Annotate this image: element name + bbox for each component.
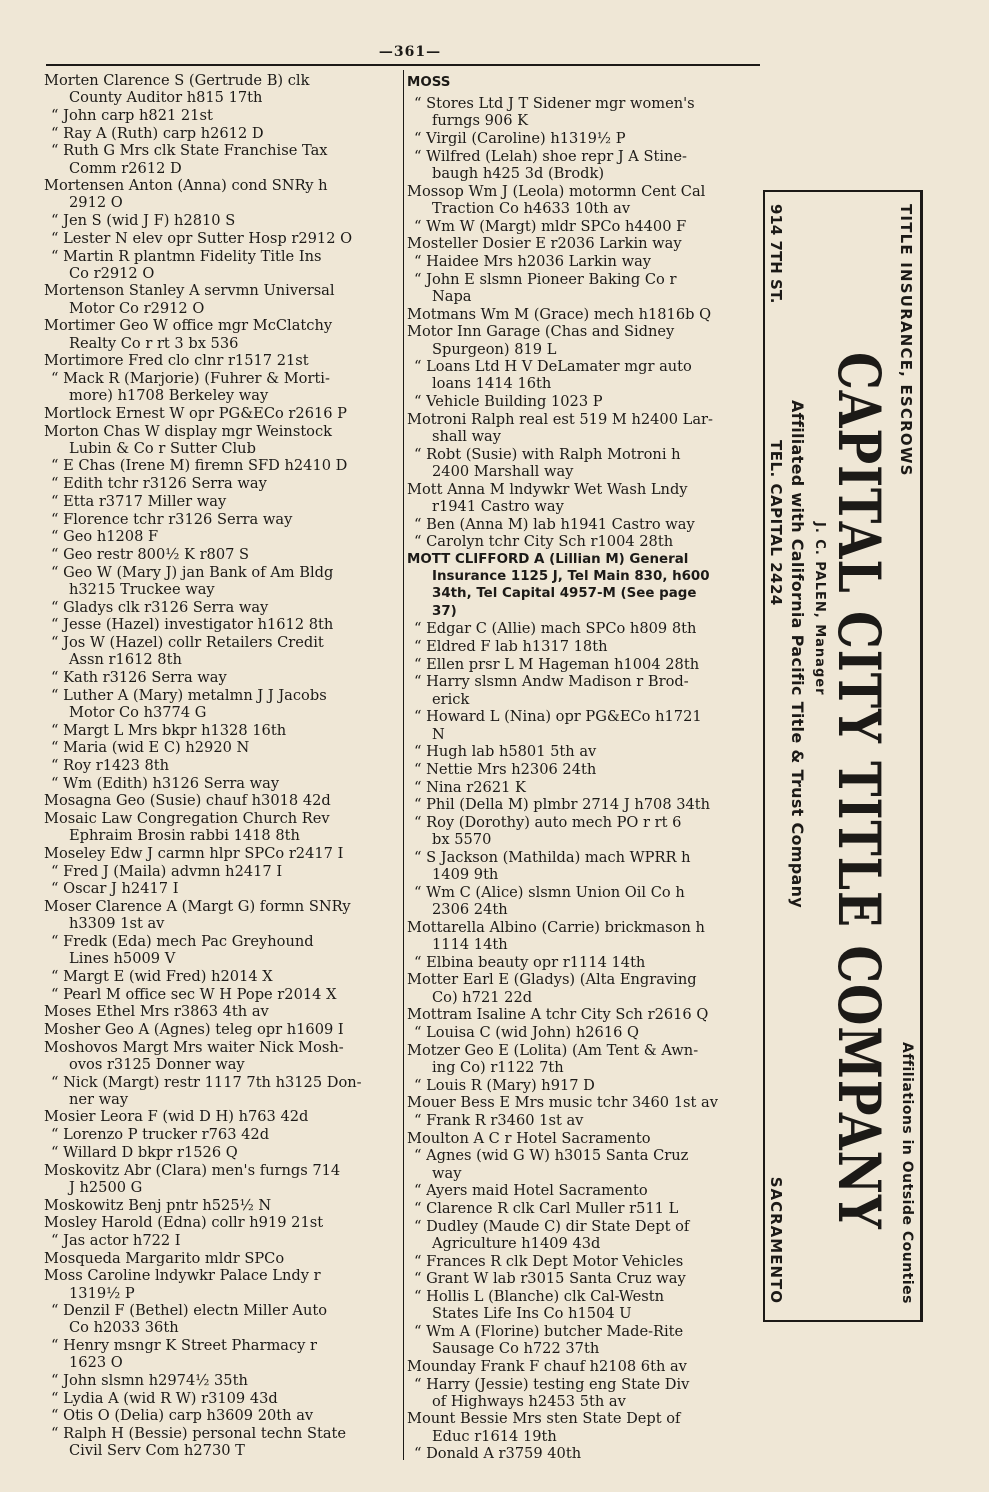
entry-line: 1114 14th [432,935,508,953]
directory-entry [44,493,400,510]
entry-line: “ Virgil (Caroline) h1319½ P [414,130,626,148]
entry-line: “ Luther A (Mary) metalmn J J Jacobs [51,686,327,704]
entry-line: Motor Co h3774 G [69,703,207,721]
entry-line: “ Roy (Dorothy) auto mech PO r rt 6 [414,814,682,832]
entry-line: Mortenson Stanley A servmn Universal [44,282,335,300]
directory-entry [407,884,765,918]
entry-line: Ephraim Brosin rabbi 1418 8th [69,827,300,845]
directory-entry [44,968,400,985]
advertisement-content [765,192,921,1320]
directory-entry [44,1108,400,1125]
directory-entry [44,1144,400,1161]
entry-line: 2400 Marshall way [432,462,574,480]
entry-line: shall way [432,428,501,446]
directory-entry [407,1130,765,1147]
directory-entry [44,1214,400,1231]
entry-line: “ Agnes (wid G W) h3015 Santa Cruz [414,1147,689,1165]
directory-entry [44,722,400,739]
entry-line: Traction Co h4633 10th av [432,199,631,217]
entry-line: “ Nick (Margt) restr 1117 7th h3125 Don- [51,1073,362,1091]
directory-entry [407,95,765,129]
directory-entry [407,1182,765,1199]
entry-line: Lines h5009 V [69,950,176,968]
directory-entry [407,1288,765,1322]
directory-entry [407,148,765,182]
entry-line: “ Donald A r3759 40th [414,1445,582,1463]
entry-line: “ Roy r1423 8th [51,756,170,774]
entry-line: Mounday Frank F chauf h2108 6th av [407,1357,687,1375]
entry-line: Moser Clarence A (Margt G) formn SNRy [44,898,351,916]
entry-line: “ Willard D bkpr r1526 Q [51,1143,238,1161]
entry-line: Mottram Isaline A tchr City Sch r2616 Q [407,1006,709,1024]
directory-entry [407,1042,765,1076]
entry-line: Mortensen Anton (Anna) cond SNRy h [44,177,328,195]
entry-line: “ Lorenzo P trucker r763 42d [51,1126,270,1144]
entry-line: loans 1414 16th [432,375,552,393]
directory-entry [44,1425,400,1459]
directory-entry [44,739,400,756]
directory-entry [407,516,765,533]
top-rule [46,64,760,66]
entry-line: “ E Chas (Irene M) firemn SFD h2410 D [51,457,348,475]
entry-line: Lubin & Co r Sutter Club [69,439,256,457]
entry-line: Morten Clarence S (Gertrude B) clk [44,72,310,89]
entry-line: 2912 O [69,194,123,212]
entry-line: “ Stores Ltd J T Sidener mgr women's [414,95,695,113]
entry-line: of Highways h2453 5th av [432,1392,626,1410]
entry-line: “ Elbina beauty opr r1114 14th [414,953,646,971]
directory-entry [44,317,400,351]
entry-line: Moulton A C r Hotel Sacramento [407,1129,651,1147]
advertisement-box [763,190,923,1322]
directory-entry [407,323,765,357]
directory-entry [407,971,765,1005]
entry-line: 37) [432,603,457,619]
directory-entry [407,1077,765,1094]
directory-entry [44,687,400,721]
entry-line: “ Jas actor h722 I [51,1231,181,1249]
entry-line: Mosagna Geo (Susie) chauf h3018 42d [44,792,331,810]
directory-entry [407,1376,765,1410]
entry-line: Moskowitz Benj pntr h525½ N [44,1196,272,1214]
entry-line: Motor Co r2912 O [69,299,205,317]
ad-affiliations: Affiliations in Outside Counties [899,1041,915,1304]
entry-line: Mosher Geo A (Agnes) teleg opr h1609 I [44,1020,344,1038]
directory-entry [44,1003,400,1020]
directory-entry [44,405,400,422]
directory-entry [44,792,400,809]
directory-entry [407,638,765,655]
entry-line: Assn r1612 8th [69,651,182,669]
directory-entry [44,616,400,633]
entry-line: Mortimore Fred clo clnr r1517 21st [44,352,309,370]
directory-entry [44,1021,400,1038]
entry-line: Mortimer Geo W office mgr McClatchy [44,317,333,335]
directory-entry [407,271,765,305]
entry-line: County Auditor h815 17th [69,89,263,107]
entry-line: ner way [69,1090,129,1108]
entry-line: “ Jesse (Hazel) investigator h1612 8th [51,616,334,634]
directory-entry [44,230,400,247]
entry-line: “ Clarence R clk Carl Muller r511 L [414,1200,679,1217]
entry-line: “ Geo h1208 F [51,528,159,546]
entry-line: “ Carolyn tchr City Sch r1004 28th [414,533,674,551]
entry-line: Mount Bessie Mrs sten State Dept of [407,1410,681,1428]
directory-entry [44,1250,400,1267]
entry-line: “ Edith tchr r3126 Serra way [51,475,267,493]
entry-line: “ Frances R clk Dept Motor Vehicles [414,1252,684,1270]
directory-entry [407,358,765,392]
entry-line: “ Margt L Mrs bkpr h1328 16th [51,721,287,739]
directory-entry [407,796,765,813]
entry-line: “ Jos W (Hazel) collr Retailers Credit [51,634,324,651]
entry-line: “ Ruth G Mrs clk State Franchise Tax [51,142,328,160]
directory-entry [44,669,400,686]
directory-entry [44,775,400,792]
entry-line: “ Wm A (Florine) butcher Made-Rite [414,1322,684,1340]
directory-entry [44,282,400,316]
directory-entry [407,656,765,673]
entry-line: “ Dudley (Maude C) dir State Dept of [414,1217,690,1235]
entry-line: “ Etta r3717 Miller way [51,492,227,510]
ad-address: 914 7TH ST. [767,204,785,304]
directory-entry [407,1147,765,1181]
entry-line: “ Wm (Edith) h3126 Serra way [51,774,280,792]
entry-line: “ Otis O (Delia) carp h3609 20th av [51,1407,314,1425]
entry-line: “ Edgar C (Allie) mach SPCo h809 8th [414,620,697,638]
entry-line: Moss Caroline lndywkr Palace Lndy r [44,1267,321,1285]
directory-entry [44,212,400,229]
entry-line: “ Loans Ltd H V DeLamater mgr auto [414,358,692,376]
directory-entry [407,849,765,883]
entry-line: “ John slsmn h2974½ 35th [51,1372,248,1390]
directory-entry [407,183,765,217]
entry-line: “ John carp h821 21st [51,106,213,124]
directory-entry [44,1302,400,1336]
entry-line: “ Martin R plantmn Fidelity Title Ins [51,247,322,265]
entry-line: “ Denzil F (Bethel) electn Miller Auto [51,1302,328,1320]
directory-entry [44,142,400,176]
directory-entry [44,248,400,282]
entry-line: “ John E slsmn Pioneer Baking Co r [414,270,677,288]
entry-line: r1941 Castro way [432,497,564,515]
entry-line: “ Lydia A (wid R W) r3109 43d [51,1389,278,1407]
entry-line: h3309 1st av [69,915,165,933]
entry-line: “ Mack R (Marjorie) (Fuhrer & Morti- [51,369,330,387]
entry-line: Mouer Bess E Mrs music tchr 3460 1st av [407,1094,718,1112]
entry-line: 34th, Tel Capital 4957-M (See page [432,586,697,602]
entry-line: “ Louisa C (wid John) h2616 Q [414,1023,640,1041]
entry-line: baugh h425 3d (Brodk) [432,165,605,183]
entry-line: Morton Chas W display mgr Weinstock [44,422,332,440]
entry-line: “ Wilfred (Lelah) shoe repr J A Stine- [414,147,687,165]
entry-line: Sausage Co h722 37th [432,1340,600,1358]
entry-line: Mossop Wm J (Leola) motormn Cent Cal [407,182,706,200]
directory-entry [44,1390,400,1407]
directory-entry [407,551,765,620]
entry-line: J h2500 G [69,1178,143,1196]
directory-entry [407,761,765,778]
directory-entry [44,810,400,844]
directory-entry [407,306,765,323]
entry-line: Co r2912 O [69,264,155,282]
directory-entry [44,863,400,880]
entry-line: “ Jen S (wid J F) h2810 S [51,212,236,230]
entry-line: “ Grant W lab r3015 Santa Cruz way [414,1270,686,1288]
entry-line: furngs 906 K [432,112,529,130]
directory-entry [44,72,400,106]
directory-entry [44,599,400,616]
directory-entry [407,1024,765,1041]
entry-line: “ Eldred F lab h1317 18th [414,638,608,655]
entry-line: Moskovitz Abr (Clara) men's furngs 714 [44,1161,341,1179]
directory-entry [44,457,400,474]
entry-line: “ Hugh lab h5801 5th av [414,743,597,761]
entry-line: “ Haidee Mrs h2036 Larkin way [414,253,652,271]
entry-line: Mosteller Dosier E r2036 Larkin way [407,235,682,253]
directory-entry [44,1267,400,1301]
entry-line: “ Gladys clk r3126 Serra way [51,598,269,616]
entry-line: 1319½ P [69,1284,135,1302]
directory-entry [407,1006,765,1023]
entry-line: “ Harry (Jessie) testing eng State Div [414,1375,690,1393]
entry-line: “ Ralph H (Bessie) personal techn State [51,1425,347,1443]
entry-line: “ Frank R r3460 1st av [414,1111,584,1129]
directory-entry [407,411,765,445]
directory-entry [407,1218,765,1252]
entry-line: Motmans Wm M (Grace) mech h1816b Q [407,305,712,323]
entry-line: “ Geo restr 800½ K r807 S [51,545,250,563]
directory-entry [407,919,765,953]
entry-line: Napa [432,287,472,305]
entry-line: “ Florence tchr r3126 Serra way [51,510,293,528]
entry-line: ing Co) r1122 7th [432,1058,564,1076]
entry-line: Agriculture h1409 43d [432,1234,601,1252]
directory-entry [407,1445,765,1462]
directory-entry [44,1039,400,1073]
directory-entry [44,370,400,404]
directory-entry [407,814,765,848]
ad-company-name: CAPITAL CITY TITLE COMPANY [825,352,893,1230]
entry-line: Mortlock Ernest W opr PG&ECo r2616 P [44,404,348,422]
ad-city: SACRAMENTO [767,1176,785,1304]
directory-entry [407,533,765,550]
directory-entry [44,564,400,598]
directory-entry [407,673,765,707]
directory-entry [407,1112,765,1129]
entry-line: Co) h721 22d [432,988,533,1006]
entry-line: ovos r3125 Donner way [69,1055,245,1073]
directory-entry [44,528,400,545]
entry-line: “ Vehicle Building 1023 P [414,393,603,411]
entry-line: “ Phil (Della M) plmbr 2714 J h708 34th [414,796,711,814]
entry-line: “ Geo W (Mary J) jan Bank of Am Bldg [51,563,334,581]
entry-line: “ Harry slsmn Andw Madison r Brod- [414,673,689,691]
entry-line: “ Fredk (Eda) mech Pac Greyhound [51,932,314,950]
entry-line: “ Ayers maid Hotel Sacramento [414,1182,648,1200]
directory-entry [44,1197,400,1214]
directory-entry [407,481,765,515]
directory-entry [407,1200,765,1217]
entry-line: erick [432,690,470,708]
directory-entry [44,177,400,211]
directory-entry [44,1126,400,1143]
page-number: —361— [378,44,442,60]
entry-line: 2306 24th [432,901,508,919]
directory-entry [44,352,400,369]
directory-entry [44,1232,400,1249]
entry-line: Realty Co r rt 3 bx 536 [69,334,239,352]
entry-line: Motroni Ralph real est 519 M h2400 Lar- [407,410,713,428]
entry-line: Mosley Harold (Edna) collr h919 21st [44,1214,324,1232]
entry-line: MOTT CLIFFORD A (Lillian M) General [407,551,689,567]
entry-line: N [432,725,445,743]
directory-entry [407,743,765,760]
directory-entry [44,1407,400,1424]
directory-column-left [44,72,400,1460]
directory-entry [44,107,400,124]
directory-entry [44,845,400,862]
entry-line: Mott Anna M lndywkr Wet Wash Lndy [407,480,688,498]
entry-line: Mosqueda Margarito mldr SPCo [44,1249,285,1267]
directory-entry [44,475,400,492]
entry-line: “ Margt E (wid Fred) h2014 X [51,967,273,985]
directory-entry [44,511,400,528]
directory-column-middle [407,72,765,1463]
directory-entry [44,898,400,932]
entry-line: “ Nettie Mrs h2306 24th [414,760,597,778]
directory-entry [44,880,400,897]
directory-entry [44,1074,400,1108]
entry-line: Civil Serv Com h2730 T [69,1442,245,1460]
directory-entry [407,1270,765,1287]
entry-line: “ Ray A (Ruth) carp h2612 D [51,124,264,142]
directory-entry [407,1253,765,1270]
directory-entry [407,1358,765,1375]
entry-line: “ Oscar J h2417 I [51,880,179,898]
entry-line: Moses Ethel Mrs r3863 4th av [44,1003,269,1021]
ad-phone: TEL. CAPITAL 2424 [767,440,785,606]
entry-line: “ Lester N elev opr Sutter Hosp r2912 O [51,229,353,247]
directory-entry [44,1337,400,1371]
entry-line: “ Ellen prsr L M Hageman h1004 28th [414,655,700,673]
directory-entry [407,620,765,637]
directory-entry [44,423,400,457]
column-divider [403,70,404,1460]
directory-entry [44,546,400,563]
directory-entry [407,954,765,971]
entry-line: Moshovos Margt Mrs waiter Nick Mosh- [44,1038,344,1056]
entry-line: “ Ben (Anna M) lab h1941 Castro way [414,515,695,533]
entry-line: Mottarella Albino (Carrie) brickmason h [407,918,705,936]
entry-line: Educ r1614 19th [432,1427,557,1445]
entry-line: “ Pearl M office sec W H Pope r2014 X [51,985,337,1003]
entry-line: Insurance 1125 J, Tel Main 830, h600 [432,569,710,585]
directory-entry [407,393,765,410]
entry-line: Co h2033 36th [69,1319,179,1337]
directory-entry [44,986,400,1003]
directory-entry [407,1323,765,1357]
entry-line: Mosaic Law Congregation Church Rev [44,810,330,828]
directory-entry [44,634,400,668]
entry-line: “ Hollis L (Blanche) clk Cal-Westn [414,1288,664,1306]
entry-line: “ Wm W (Margt) mldr SPCo h4400 F [414,217,687,235]
entry-line: “ Wm C (Alice) slsmn Union Oil Co h [414,883,685,901]
entry-line: way [432,1164,462,1182]
entry-line: Motter Earl E (Gladys) (Alta Engraving [407,971,697,989]
directory-entry [407,218,765,235]
ad-affiliation: Affiliated with California Pacific Title & Trust Company [788,400,807,909]
entry-line: Motzer Geo E (Lolita) (Am Tent & Awn- [407,1041,699,1059]
entry-line: “ Howard L (Nina) opr PG&ECo h1721 [414,708,702,726]
directory-entry [407,235,765,252]
entry-line: “ Henry msngr K Street Pharmacy r [51,1337,318,1355]
directory-entry [407,708,765,742]
entry-line: Spurgeon) 819 L [432,340,557,358]
directory-entry [44,933,400,967]
entry-line: “ Fred J (Maila) advmn h2417 I [51,862,283,880]
entry-line: 1409 9th [432,866,499,884]
entry-line: “ Kath r3126 Serra way [51,668,227,686]
ad-title-insurance: TITLE INSURANCE, ESCROWS [897,204,915,477]
directory-entry [44,125,400,142]
directory-entry [407,1094,765,1111]
directory-entry [44,1372,400,1389]
entry-line: more) h1708 Berkeley way [69,387,269,405]
entry-line: bx 5570 [432,831,492,849]
entry-line: h3215 Truckee way [69,580,215,598]
entry-line: “ Louis R (Mary) h917 D [414,1076,595,1094]
ad-manager: J. C. PALEN, Manager [812,522,827,696]
entry-line: 1623 O [69,1354,123,1372]
entry-line: States Life Ins Co h1504 U [432,1305,632,1323]
directory-entry [407,446,765,480]
entry-line: “ Nina r2621 K [414,778,526,796]
directory-entry [407,130,765,147]
directory-entry [44,757,400,774]
column-header: MOSS [407,75,451,90]
directory-entry [407,779,765,796]
directory-entry [44,1162,400,1196]
entry-line: Moseley Edw J carmn hlpr SPCo r2417 I [44,844,344,862]
directory-entry [407,253,765,270]
entry-line: Comm r2612 D [69,159,182,177]
entry-line: Motor Inn Garage (Chas and Sidney [407,323,675,341]
directory-entry [407,1410,765,1444]
entry-line: “ S Jackson (Mathilda) mach WPRR h [414,848,691,866]
entry-line: “ Maria (wid E C) h2920 N [51,739,250,757]
entry-line: Mosier Leora F (wid D H) h763 42d [44,1108,309,1126]
entry-line: “ Robt (Susie) with Ralph Motroni h [414,445,681,463]
